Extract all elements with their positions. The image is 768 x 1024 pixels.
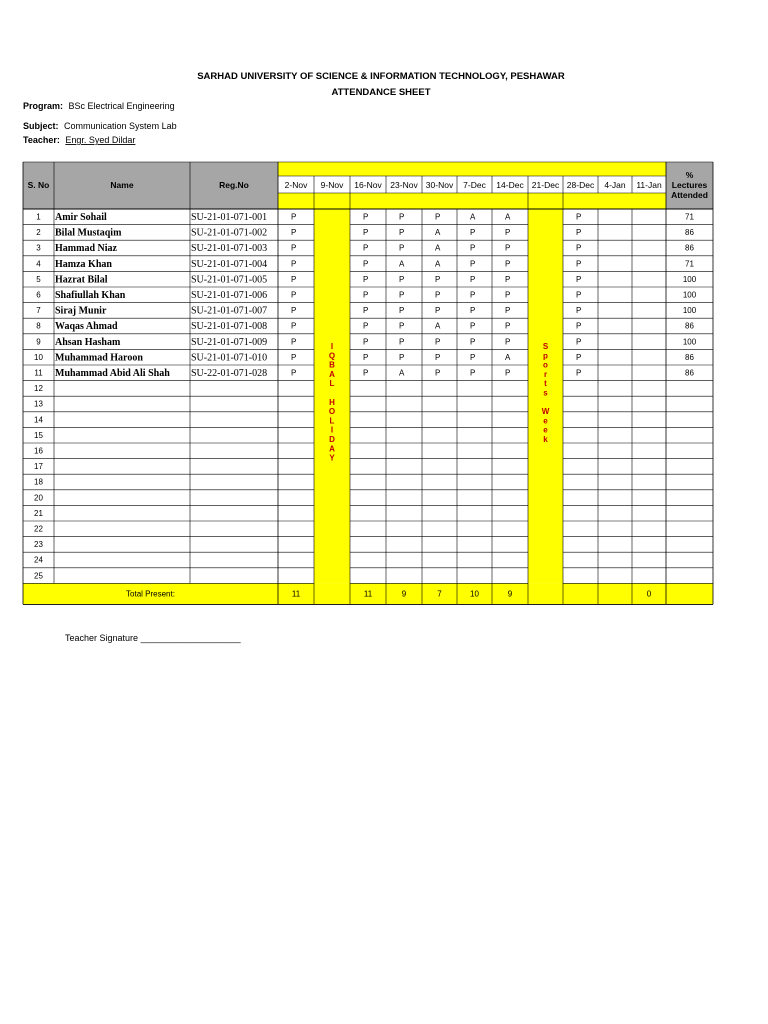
attendance-percent: 86 [685,228,694,238]
attendance-mark: P [399,228,405,238]
attendance-mark: P [470,274,476,284]
sheet-title: ATTENDANCE SHEET [331,87,431,98]
holiday-label-char: B [329,360,335,370]
attendance-mark: P [576,243,582,253]
date-header: 21-Dec [531,180,560,190]
attendance-mark: P [399,274,405,284]
student-name: Hammad Niaz [55,243,117,255]
serial-number: 9 [36,337,41,347]
date-header: 14-Dec [496,180,524,190]
holiday-label-char: A [329,369,335,379]
attendance-mark: P [399,337,405,347]
student-name: Amir Sohail [55,212,107,223]
student-name: Bilal Mustaqim [55,227,122,239]
program-label: Program: [23,101,64,111]
student-name: Waqas Ahmad [55,321,118,333]
registration-number: SU-21-01-071-003 [191,243,268,255]
attendance-percent: 100 [682,290,697,300]
date-header: 7-Dec [463,180,486,190]
sports-week-label-char: r [543,369,548,379]
serial-number: 18 [34,477,43,487]
program-line [23,101,175,111]
serial-number: 8 [36,321,41,331]
date-header: 4-Jan [604,180,626,190]
attendance-mark: P [399,212,405,222]
serial-number: 2 [36,228,41,238]
attendance-mark: P [363,306,369,316]
total-present-value: 9 [401,589,407,599]
total-present-value: 7 [437,589,442,599]
sports-week-label-char: W [541,407,550,417]
attendance-mark: P [363,212,369,222]
attendance-mark: P [399,290,405,300]
attendance-mark: P [291,259,297,269]
serial-number: 11 [34,368,43,378]
student-name: Ahsan Hasham [55,336,121,348]
attendance-mark: P [363,228,369,238]
serial-number: 12 [34,384,43,394]
pct-header-line: % [685,170,694,180]
attendance-mark: P [291,337,297,347]
attendance-mark: P [576,274,582,284]
registration-number: SU-21-01-071-008 [191,321,268,333]
date-band-top [278,162,666,176]
registration-number: SU-21-01-071-002 [191,227,268,239]
attendance-mark: P [505,337,511,347]
attendance-mark: P [505,259,511,269]
serial-number: 4 [36,259,41,269]
attendance-mark: P [363,337,369,347]
attendance-mark: P [470,337,476,347]
student-name: Siraj Munir [55,305,107,317]
total-present-value: 10 [470,589,479,599]
attendance-mark: P [399,243,405,253]
registration-number: SU-21-01-071-005 [191,274,268,286]
sports-week-label-char: o [543,360,548,370]
serial-number: 21 [34,508,43,518]
total-present-value: 11 [291,589,301,599]
registration-number: SU-21-01-071-010 [191,352,268,364]
attendance-mark: P [470,368,476,378]
holiday-label-char: L [329,416,335,426]
date-header: 11-Jan [636,180,662,190]
attendance-mark: P [470,290,476,300]
date-header: 2-Nov [284,180,308,190]
program-value: BSc Electrical Engineering [68,101,175,111]
attendance-mark: P [505,274,511,284]
attendance-mark: P [505,243,511,253]
serial-number: 10 [34,352,43,362]
attendance-mark: P [576,290,582,300]
pct-header-line: Lectures [671,180,708,190]
attendance-mark: P [470,228,476,238]
signature-label: Teacher Signature [65,633,139,643]
attendance-mark: A [435,321,441,331]
serial-number: 24 [34,555,43,565]
attendance-percent: 86 [685,243,694,253]
name-header: Name [110,180,134,190]
teacher-signature [65,633,242,643]
sports-week-label-char: t [544,379,547,389]
holiday-label-char: A [329,444,335,454]
student-name: Muhammad Haroon [55,352,143,364]
serial-number: 20 [34,493,43,503]
attendance-mark: P [435,290,441,300]
holiday-label-char: I [330,342,334,351]
attendance-mark: P [576,337,582,347]
serial-number: 13 [34,399,43,409]
registration-number: SU-21-01-071-009 [191,336,268,348]
attendance-percent: 100 [682,306,697,316]
holiday-label-char: L [329,379,335,389]
student-name: Hamza Khan [55,258,112,270]
subject-line [23,121,177,131]
serial-number: 3 [36,243,41,253]
attendance-mark: P [505,368,511,378]
attendance-mark: P [505,290,511,300]
date-header: 9-Nov [320,180,344,190]
sports-week-label-char: e [543,416,548,426]
date-header: 30-Nov [425,180,454,190]
attendance-mark: P [363,259,369,269]
sports-week-label-char: S [542,342,549,351]
attendance-mark: P [505,228,511,238]
teacher-value: Engr. Syed Dildar [65,135,136,145]
pct-header-line: Attended [671,190,708,200]
attendance-percent: 71 [685,212,694,222]
sports-week-label-char: e [543,425,548,435]
holiday-label-char: I [330,425,334,435]
attendance-mark: P [470,259,476,269]
registration-number: SU-21-01-071-001 [191,212,268,223]
registration-number: SU-22-01-071-028 [191,368,268,379]
total-present-value: 9 [507,589,513,599]
serial-number: 22 [34,524,43,534]
subject-label: Subject: [23,121,59,131]
attendance-mark: P [399,352,405,362]
student-name: Shafiullah Khan [55,290,126,301]
attendance-mark: P [576,352,582,362]
attendance-mark: P [399,306,405,316]
total-present-value: 0 [646,589,652,599]
sports-week-label-char: s [543,388,548,398]
serial-number: 23 [34,540,43,550]
serial-number: 15 [34,430,43,440]
attendance-mark: P [291,321,297,331]
attendance-mark: P [470,352,476,362]
serial-number: 25 [34,571,43,581]
attendance-mark: P [435,368,441,378]
attendance-mark: P [291,368,297,378]
holiday-label-char: Y [329,453,335,463]
total-present-value: 11 [363,589,373,599]
serial-number: 7 [36,306,41,316]
date-header: 28-Dec [566,180,595,190]
attendance-percent: 86 [685,352,694,362]
serial-number: 14 [34,415,43,425]
university-title: SARHAD UNIVERSITY OF SCIENCE & INFORMATION TECHNOLOGY, PESHAWAR [197,71,565,82]
attendance-percent: 86 [685,321,694,331]
attendance-mark: P [291,290,297,300]
attendance-mark: P [505,306,511,316]
attendance-mark: P [363,243,369,253]
holiday-label-char: Q [328,351,336,361]
attendance-mark: P [291,306,297,316]
attendance-percent: 100 [682,337,697,347]
subject-value: Communication System Lab [64,121,177,131]
attendance-mark: A [435,228,441,238]
holiday-label-char: O [328,407,336,417]
attendance-mark: P [363,321,369,331]
attendance-mark: A [505,352,511,362]
attendance-mark: P [363,290,369,300]
attendance-mark: A [505,212,511,222]
date-header: 16-Nov [354,180,382,190]
sno-header: S. No [27,180,50,190]
attendance-mark: P [470,306,476,316]
attendance-percent: 86 [685,368,694,378]
attendance-mark: P [435,352,441,362]
student-name: Muhammad Abid Ali Shah [55,368,170,379]
attendance-mark: A [470,212,476,222]
attendance-mark: P [470,321,476,331]
attendance-mark: P [576,228,582,238]
attendance-mark: P [363,352,369,362]
attendance-mark: P [470,243,476,253]
attendance-mark: P [291,274,297,284]
attendance-mark: P [363,274,369,284]
attendance-mark: A [399,368,405,378]
sports-week-label-char: p [543,351,548,361]
attendance-mark: P [291,243,297,253]
attendance-mark: A [399,259,405,269]
student-name: Hazrat Bilal [55,274,108,286]
signature-line: ____________________ [140,633,241,643]
serial-number: 16 [34,446,43,456]
serial-number: 6 [36,290,41,300]
attendance-mark: P [576,321,582,331]
serial-number: 5 [36,274,41,284]
attendance-mark: P [363,368,369,378]
sports-week-label-char: k [543,435,548,444]
attendance-mark: A [435,243,441,253]
holiday-label-char: D [329,435,335,444]
attendance-mark: P [291,228,297,238]
attendance-mark: P [576,368,582,378]
attendance-mark: P [291,212,297,222]
attendance-mark: A [435,259,441,269]
attendance-mark: P [435,306,441,316]
registration-number: SU-21-01-071-007 [191,305,268,317]
attendance-mark: P [576,212,582,222]
attendance-mark: P [576,306,582,316]
total-present-label: Total Present: [126,589,175,599]
holiday-label-char: H [329,397,335,407]
attendance-mark: P [576,259,582,269]
serial-number: 1 [36,212,41,222]
date-header: 23-Nov [390,180,418,190]
attendance-mark: P [435,337,441,347]
serial-number: 17 [34,462,43,472]
attendance-mark: P [435,274,441,284]
teacher-label: Teacher: [23,135,60,145]
registration-number: SU-21-01-071-004 [191,258,268,270]
reg-header: Reg.No [219,180,249,190]
attendance-percent: 100 [682,274,697,284]
attendance-mark: P [399,321,405,331]
registration-number: SU-21-01-071-006 [191,290,268,301]
attendance-mark: P [505,321,511,331]
attendance-percent: 71 [685,259,694,269]
teacher-line [23,135,135,145]
attendance-mark: P [435,212,441,222]
attendance-mark: P [291,352,297,362]
